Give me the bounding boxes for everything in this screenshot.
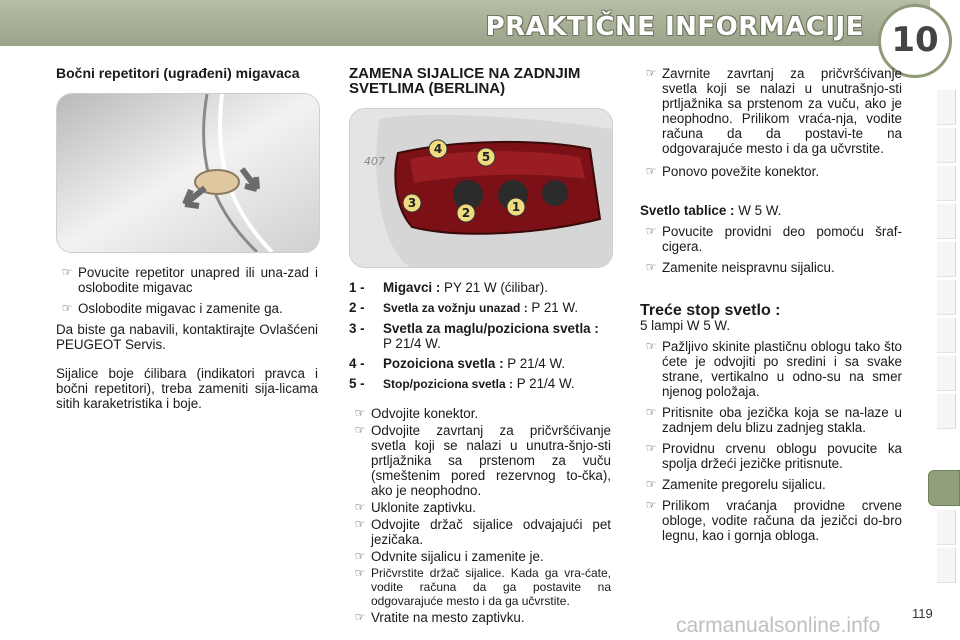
chapter-tab[interactable] (937, 394, 956, 429)
hand-pointer-icon: ☞ (354, 566, 366, 580)
legend-label: Migavci : (383, 280, 441, 295)
bullet-text: Pričvrstite držač sijalice. Kada ga vra-ćate, vodite računa da ga postavite na odgovarajuće mesto i da ga učvrstite. (371, 566, 611, 608)
third-stop-light-spec: 5 lampi W 5 W. (640, 318, 731, 333)
hand-pointer-icon: ☞ (645, 224, 657, 238)
hand-pointer-icon: ☞ (645, 339, 657, 353)
bullet-text: Povucite repetitor unapred ili una-zad i oslobodite migavac (78, 265, 318, 295)
bullet-text: Povucite providni deo pomoću šraf-cigera. (662, 224, 902, 254)
legend-value: P 21/4 W. (513, 376, 575, 391)
bullet-text: Prilikom vraćanja providne crvene obloge, vodite računa da jezičci do-bro legnu, kao i gornja obloga. (662, 498, 902, 543)
plate-light-spec (640, 203, 902, 218)
bullet-text: Zavrnite zavrtanj za pričvršćivanje svetla koji se nalazi u unutrašnjo-sti prtljažnika sa prstenom za vuču, ako je neophodno. Prilikom vraća-nja, vodite računa da da postavi-te na odgovarajuće mesto i da ga učvrstite. (662, 66, 902, 156)
legend-value: P 21/4 W. (503, 356, 566, 371)
bullet-item (640, 498, 902, 543)
chapter-tab-active[interactable] (928, 470, 960, 506)
bullet-text: Pažljivo skinite plastičnu oblogu tako što ćete je odvojiti po sredini i sa svake strane, vertikalno u odno-su na smer njenog položaja. (662, 339, 902, 399)
bullet-item (349, 517, 611, 547)
bullet-item (640, 260, 902, 275)
section-heading-rear-lights: ZAMENA SIJALICE NA ZADNJIM SVETLIMA (BERLINA) (349, 65, 581, 97)
callout-label-3: 3 (407, 196, 417, 210)
bullet-text: Zamenite pregorelu sijalicu. (662, 477, 826, 492)
legend-label: Stop/poziciona svetla : (383, 377, 514, 391)
hand-pointer-icon: ☞ (354, 423, 366, 437)
legend-number: 3 - (349, 321, 365, 336)
section-heading-third-stop-light: Treće stop svetlo : (640, 302, 781, 319)
legend-number: 4 - (349, 356, 365, 371)
watermark: carmanualsonline.info (676, 614, 881, 637)
contact-service-text: Da biste ga nabavili, kontaktirajte Ovlašćeni PEUGEOT Servis. (56, 322, 318, 352)
bullet-text: Providnu crvenu oblogu povucite ka spolja držeći jezičke pritisnute. (662, 441, 902, 471)
bullet-item (640, 66, 902, 156)
chapter-tab[interactable] (937, 166, 956, 201)
column-plate-and-stop-light (640, 66, 902, 549)
bullet-item (640, 441, 902, 471)
bullet-item (56, 265, 318, 295)
bullet-text: Odvojite držač sijalice odvajajući pet jezičaka. (371, 517, 611, 547)
hand-pointer-icon: ☞ (645, 477, 657, 491)
section-heading-side-repeaters: Bočni repetitori (ugrađeni) migavaca (56, 65, 300, 81)
bullet-item (640, 164, 902, 179)
chapter-title: PRAKTIČNE INFORMACIJE (485, 12, 864, 42)
legend-value: PY 21 W (ćilibar). (440, 280, 548, 295)
hand-pointer-icon: ☞ (354, 610, 366, 624)
bullet-item (349, 406, 611, 421)
bullet-item (349, 500, 611, 515)
bullet-text: Vratite na mesto zaptivku. (371, 610, 525, 625)
hand-pointer-icon: ☞ (354, 549, 366, 563)
hand-pointer-icon: ☞ (354, 517, 366, 531)
bullet-item (640, 477, 902, 492)
callout-label-5: 5 (481, 150, 491, 164)
rear-light-steps (349, 406, 611, 625)
legend-label: Svetla za maglu/poziciona svetla : (383, 321, 599, 336)
legend-label: Svetla za vožnju unazad : (383, 301, 528, 315)
bullet-text: Odvojite zavrtanj za pričvršćivanje svetla koji se nalazi u unutra-šnjo-sti prtljažnika sa prstenom za vuču (smeštenim pored rezervnog to-čka), ako je neophodno. (371, 423, 611, 498)
chapter-tab[interactable] (937, 128, 956, 163)
hand-pointer-icon: ☞ (645, 260, 657, 274)
legend-row (349, 356, 611, 371)
legend-row (349, 300, 611, 316)
bullet-item (349, 423, 611, 498)
hand-pointer-icon: ☞ (645, 66, 657, 80)
bullet-item (640, 405, 902, 435)
page-number: 119 (912, 606, 933, 621)
column-rear-lights (349, 66, 611, 627)
chapter-tab[interactable] (937, 204, 956, 239)
hand-pointer-icon: ☞ (645, 164, 657, 178)
callout-label-1: 1 (511, 200, 521, 214)
legend-value: P 21 W. (527, 300, 579, 315)
bullet-text: Uklonite zaptivku. (371, 500, 476, 515)
bullet-text: Odvnite sijalicu i zamenite je. (371, 549, 544, 564)
legend-row (349, 280, 611, 295)
bullet-item (56, 301, 318, 316)
bullet-item (640, 224, 902, 254)
bulb-legend (349, 280, 611, 392)
chapter-tab[interactable] (937, 242, 956, 277)
hand-pointer-icon: ☞ (645, 405, 657, 419)
chapter-tab[interactable] (937, 548, 956, 583)
chapter-number: 10 (891, 20, 939, 60)
hand-pointer-icon: ☞ (61, 301, 73, 315)
bullet-text: Ponovo povežite konektor. (662, 164, 820, 179)
plate-light-label: Svetlo tablice : (640, 203, 735, 218)
side-repeater-drawing (57, 94, 319, 252)
chapter-tab[interactable] (937, 90, 956, 125)
legend-number: 5 - (349, 376, 365, 391)
chapter-tabs (934, 90, 960, 590)
hand-pointer-icon: ☞ (354, 500, 366, 514)
rear-light-drawing (350, 109, 612, 267)
legend-value: P 21/4 W. (383, 336, 441, 351)
bullet-item (349, 549, 611, 564)
chapter-tab[interactable] (937, 318, 956, 353)
legend-label: Pozoiciona svetla : (383, 356, 504, 371)
bullet-text: Zamenite neispravnu sijalicu. (662, 260, 835, 275)
rear-light-illustration (349, 108, 613, 268)
hand-pointer-icon: ☞ (645, 498, 657, 512)
bullet-text: Pritisnite oba jezička koja se na-laze u zadnjem delu blizu zadnjeg stakla. (662, 405, 902, 435)
legend-row (349, 321, 611, 351)
chapter-tab[interactable] (937, 510, 956, 545)
bullet-item (349, 610, 611, 625)
svg-text:407: 407 (364, 155, 385, 168)
bullet-item (640, 339, 902, 399)
bullet-text: Odvojite konektor. (371, 406, 479, 421)
chapter-tab[interactable] (937, 356, 956, 391)
bullet-text: Oslobodite migavac i zamenite ga. (78, 301, 283, 316)
plate-light-value: W 5 W. (734, 203, 782, 218)
bullet-item (349, 566, 611, 608)
chapter-tab[interactable] (937, 280, 956, 315)
hand-pointer-icon: ☞ (645, 441, 657, 455)
chapter-header (0, 0, 960, 58)
legend-number: 1 - (349, 280, 365, 295)
callout-label-4: 4 (433, 142, 443, 156)
hand-pointer-icon: ☞ (61, 265, 73, 279)
side-repeater-illustration (56, 93, 320, 253)
legend-row (349, 376, 611, 392)
hand-pointer-icon: ☞ (354, 406, 366, 420)
callout-label-2: 2 (461, 206, 471, 220)
bulb-color-note: Sijalice boje ćilibara (indikatori pravca i bočni repetitori), treba zameniti sija-licama sitih karaketristika i boje. (56, 366, 318, 411)
legend-number: 2 - (349, 300, 365, 315)
column-side-repeaters (56, 66, 318, 417)
